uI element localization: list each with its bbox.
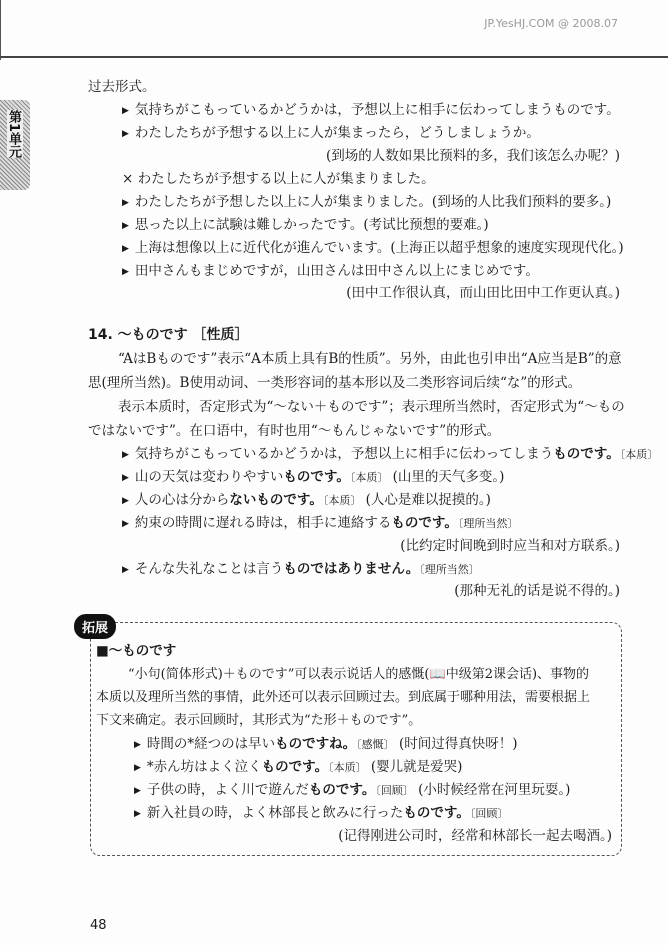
example-line: ▶ 気持ちがこもっているかどうかは，予想以上に相手に伝わってしまうものです。〔本质〕 <box>122 446 659 462</box>
example-line: ▶ 思った以上に試験は難しかったです。(考试比预想的要难。) <box>122 217 489 233</box>
example-line: ▶ 田中さんもまじめですが，山田さんは田中さん以上にまじめです。 <box>122 263 539 279</box>
page-number: 48 <box>90 918 107 933</box>
bullet-icon: ▶ <box>134 809 141 819</box>
example-line: ▶ そんな失礼なことは言うものではありません。〔理所当然〕 <box>122 561 480 577</box>
paragraph-line: “AはBものです”表示“A本质上具有B的性质”。另外，由此也引申出“A应当是B”的意 <box>118 351 622 367</box>
paragraph-line: 思(理所当然)。B使用动词、一类形容词的基本形以及二类形容词后续“な”的形式。 <box>88 375 582 391</box>
example-line: ▶ 山の天気は変わりやすいものです。〔本质〕 (山里的天气多变。) <box>122 469 505 485</box>
bullet-icon: ▶ <box>122 473 129 483</box>
bullet-icon: ▶ <box>122 221 129 231</box>
unit-label: 第1单元 <box>6 110 21 159</box>
paragraph-line: 表示本质时，否定形式为“～ない＋ものです”；表示理所当然时，否定形式为“～もの <box>118 399 625 415</box>
paragraph-line: 下文来确定。表示回顾时，其形式为“た形＋ものです”。 <box>96 713 422 728</box>
translation: (田中工作很认真，而山田比田中工作更认真。) <box>346 285 620 301</box>
bullet-icon: ▶ <box>122 244 129 254</box>
translation: (到场的人数如果比预料的多，我们该怎么办呢？) <box>325 148 620 164</box>
translation: (那种无礼的话是说不得的。) <box>454 583 620 599</box>
bullet-icon: ▶ <box>134 740 141 750</box>
extension-heading: ■～ものです <box>96 643 177 659</box>
translation: (记得刚进公司时，经常和林部长一起去喝酒。) <box>338 828 612 844</box>
wrong-example: × わたしたちが予想する以上に人が集まりました。 <box>122 171 435 187</box>
example-line: ▶ *赤ん坊はよく泣くものです。〔本质〕 (婴儿就是爱哭) <box>134 759 463 775</box>
example-line: ▶ わたしたちが予想する以上に人が集まったら，どうしましょうか。 <box>122 125 540 141</box>
bullet-icon: ▶ <box>134 786 141 796</box>
bullet-icon: ▶ <box>122 129 129 139</box>
extension-badge: 拓展 <box>74 614 116 639</box>
unit-side-tab <box>0 100 30 190</box>
bullet-icon: ▶ <box>122 519 129 529</box>
paragraph-line: 本质以及理所当然的事情，此外还可以表示回顾过去。到底属于哪种用法，需要根据上 <box>96 690 591 705</box>
example-line: ▶ 時間の*経つのは早いものですね。〔感慨〕 (时间过得真快呀！) <box>134 736 518 752</box>
bullet-icon: ▶ <box>122 267 129 277</box>
bullet-icon: ▶ <box>122 106 129 116</box>
intro-text: 过去形式。 <box>88 79 156 95</box>
page-edge <box>0 0 1 60</box>
section-heading: 14. ～ものです ［性质］ <box>88 327 249 343</box>
header-rule <box>0 56 668 58</box>
bullet-icon: ▶ <box>122 450 129 460</box>
watermark: JP.YesHJ.COM @ 2008.07 <box>484 17 618 30</box>
bullet-icon: ▶ <box>134 763 141 773</box>
example-line: ▶ 新入社員の時，よく林部長と飲みに行ったものです。〔回顾〕 <box>134 805 509 821</box>
bullet-icon: ▶ <box>122 496 129 506</box>
example-line: ▶ わたしたちが予想した以上に人が集まりました。(到场的人比我们预料的要多。) <box>122 194 612 210</box>
example-line: ▶ 約束の時間に遅れる時は，相手に連絡するものです。〔理所当然〕 <box>122 515 519 531</box>
bullet-icon: ▶ <box>122 565 129 575</box>
paragraph-line: ではないです”。在口语中，有时也用“～もんじゃないです”的形式。 <box>88 423 501 439</box>
translation: (比约定时间晚到时应当和对方联系。) <box>400 538 620 554</box>
bullet-icon: ▶ <box>122 198 129 208</box>
example-line: ▶ 子供の時，よく川で遊んだものです。〔回顾〕 (小时候经常在河里玩耍。) <box>134 782 571 798</box>
paragraph-line: “小句(简体形式)＋ものです”可以表示说话人的感慨(📖中级第2课会话)、事物的 <box>128 667 590 682</box>
example-line: ▶ 上海は想像以上に近代化が進んでいます。(上海正以超乎想象的速度实现现代化。) <box>122 240 624 256</box>
example-line: ▶ 気持ちがこもっているかどうかは，予想以上に相手に伝わってしまうものです。 <box>122 102 620 118</box>
example-line: ▶ 人の心は分からないものです。〔本质〕 (人心是难以捉摸的。) <box>122 492 491 508</box>
